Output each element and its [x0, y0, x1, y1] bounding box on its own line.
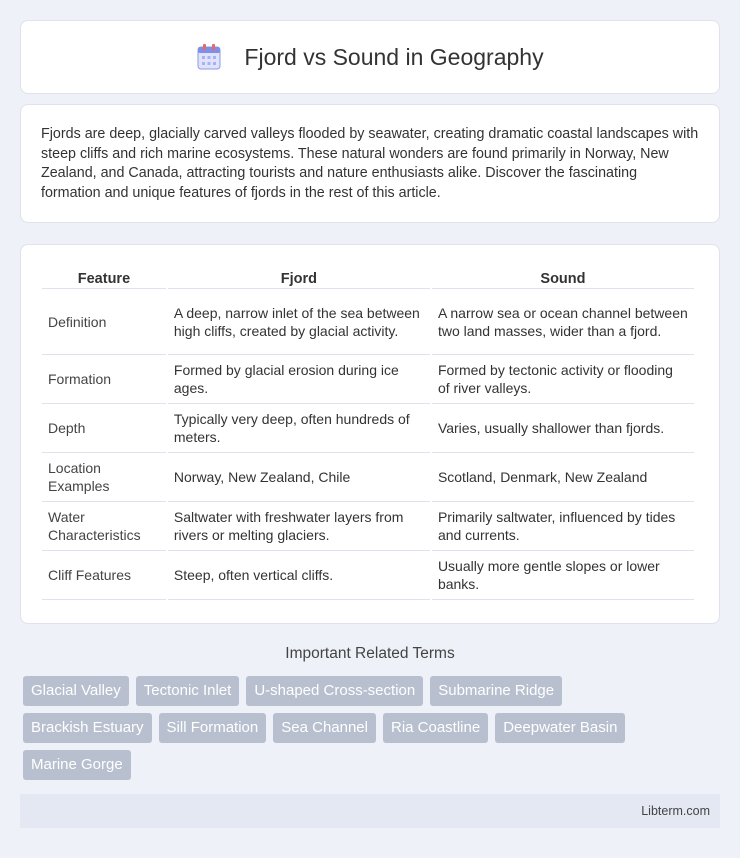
table-header-row	[42, 265, 694, 289]
fjord-cell: Norway, New Zealand, Chile	[168, 453, 430, 502]
related-terms-list	[23, 676, 703, 787]
table-row	[42, 355, 694, 404]
related-term-tag[interactable]: Deepwater Basin	[495, 713, 625, 743]
feature-cell: Definition	[42, 289, 166, 355]
comparison-table-card	[20, 244, 720, 624]
related-term-tag[interactable]: Submarine Ridge	[430, 676, 562, 706]
related-term-tag[interactable]: Glacial Valley	[23, 676, 129, 706]
feature-cell: Depth	[42, 404, 166, 453]
sound-cell: Primarily saltwater, influenced by tides and currents.	[432, 502, 694, 551]
footer	[20, 794, 720, 828]
fjord-cell: Formed by glacial erosion during ice ages.	[168, 355, 430, 404]
page-title: Fjord vs Sound in Geography	[244, 43, 544, 70]
header-feature: Feature	[42, 265, 166, 289]
sound-cell: A narrow sea or ocean channel between two land masses, wider than a fjord.	[432, 289, 694, 355]
header-sound: Sound	[432, 265, 694, 289]
intro-card	[20, 104, 720, 223]
header-fjord: Fjord	[168, 265, 430, 289]
feature-cell: Water Characteristics	[42, 502, 166, 551]
related-term-tag[interactable]: Marine Gorge	[23, 750, 131, 780]
fjord-cell: Typically very deep, often hundreds of meters.	[168, 404, 430, 453]
related-terms-title: Important Related Terms	[285, 645, 455, 662]
fjord-cell: A deep, narrow inlet of the sea between high cliffs, created by glacial activity.	[168, 289, 430, 355]
table-row	[42, 289, 694, 355]
table-row	[42, 502, 694, 551]
comparison-table	[40, 265, 696, 600]
sound-cell: Varies, usually shallower than fjords.	[432, 404, 694, 453]
feature-cell: Location Examples	[42, 453, 166, 502]
feature-cell: Formation	[42, 355, 166, 404]
sound-cell: Usually more gentle slopes or lower banks.	[432, 551, 694, 600]
related-term-tag[interactable]: Sea Channel	[273, 713, 376, 743]
fjord-cell: Saltwater with freshwater layers from rivers or melting glaciers.	[168, 502, 430, 551]
table-row	[42, 453, 694, 502]
fjord-cell: Steep, often vertical cliffs.	[168, 551, 430, 600]
calendar-icon	[196, 43, 222, 71]
feature-cell: Cliff Features	[42, 551, 166, 600]
table-row	[42, 551, 694, 600]
sound-cell: Formed by tectonic activity or flooding of river valleys.	[432, 355, 694, 404]
related-term-tag[interactable]: Brackish Estuary	[23, 713, 152, 743]
intro-paragraph: Fjords are deep, glacially carved valleys flooded by seawater, creating dramatic coastal landscapes with steep cliffs and rich marine ecosystems. These natural wonders are found primarily in Norway, New Zealand, and Canada, attracting tourists and nature enthusiasts alike. Discover the fascinating formation and unique features of fjords in the rest of this article.	[41, 126, 699, 201]
sound-cell: Scotland, Denmark, New Zealand	[432, 453, 694, 502]
related-term-tag[interactable]: U-shaped Cross-section	[246, 676, 423, 706]
footer-site-link[interactable]: Libterm.com	[641, 804, 710, 818]
related-term-tag[interactable]: Tectonic Inlet	[136, 676, 240, 706]
related-term-tag[interactable]: Sill Formation	[159, 713, 267, 743]
related-term-tag[interactable]: Ria Coastline	[383, 713, 488, 743]
header-card	[20, 20, 720, 94]
table-row	[42, 404, 694, 453]
